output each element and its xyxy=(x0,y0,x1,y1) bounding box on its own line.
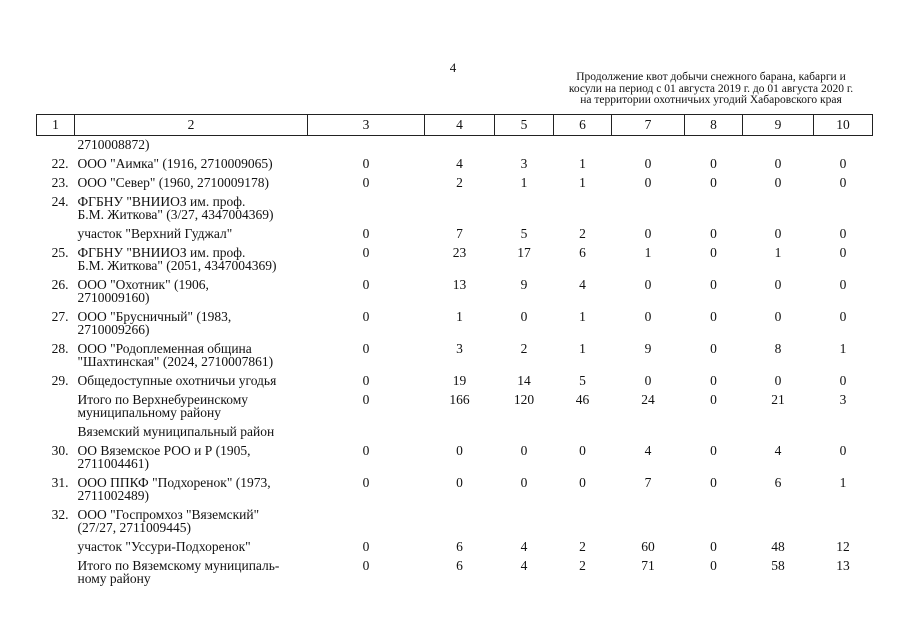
quota-value: 0 xyxy=(362,175,370,190)
quota-value xyxy=(612,506,685,538)
quota-value: 23 xyxy=(452,245,467,260)
row-number: 23. xyxy=(51,175,69,190)
row-name: ФГБНУ "ВНИИОЗ им. проф. Б.М. Житкова" (3/27, 4347004369) xyxy=(77,194,274,222)
quota-value: 46 xyxy=(575,392,590,407)
quota-value: 0 xyxy=(774,277,782,292)
quota-value: 2 xyxy=(456,175,463,190)
quota-value: 0 xyxy=(774,226,782,241)
quota-value: 0 xyxy=(774,156,782,171)
row-name: Итого по Верхнебуреинскому муниципальному району xyxy=(77,392,249,420)
quota-value xyxy=(554,423,612,442)
row-number: 24. xyxy=(51,194,69,209)
row-number: 30. xyxy=(51,443,69,458)
quota-table xyxy=(36,114,873,589)
quota-value: 24 xyxy=(641,392,655,407)
row-number xyxy=(37,538,75,557)
row-number: 25. xyxy=(51,245,69,260)
table-header-row xyxy=(37,115,873,136)
column-header: 8 xyxy=(685,115,743,136)
quota-value: 0 xyxy=(456,475,463,490)
table-row xyxy=(37,225,873,244)
quota-value xyxy=(425,193,495,225)
table-row xyxy=(37,308,873,340)
row-name: ООО "Север" (1960, 2710009178) xyxy=(77,175,269,190)
quota-value: 3 xyxy=(839,392,847,407)
quota-value: 1 xyxy=(839,475,847,490)
quota-value: 5 xyxy=(579,373,586,388)
row-number: 27. xyxy=(51,309,69,324)
quota-value: 0 xyxy=(644,277,652,292)
row-number: 29. xyxy=(51,373,69,388)
quota-value xyxy=(743,193,814,225)
table-row xyxy=(37,193,873,225)
quota-value: 0 xyxy=(710,475,717,490)
column-header: 6 xyxy=(554,115,612,136)
row-number xyxy=(37,391,75,423)
row-number: 26. xyxy=(51,277,69,292)
quota-value: 0 xyxy=(710,226,717,241)
row-number: 32. xyxy=(51,507,69,522)
quota-value: 6 xyxy=(456,539,463,554)
row-number xyxy=(37,136,75,156)
quota-value: 6 xyxy=(579,245,586,260)
row-name: Вяземский муниципальный район xyxy=(77,424,275,439)
table-body xyxy=(37,136,873,590)
quota-value: 0 xyxy=(644,309,652,324)
quota-value: 4 xyxy=(520,558,528,573)
quota-value xyxy=(425,423,495,442)
quota-value: 0 xyxy=(710,392,717,407)
quota-value: 0 xyxy=(644,373,652,388)
quota-value xyxy=(743,506,814,538)
quota-value xyxy=(495,506,554,538)
table-row xyxy=(37,174,873,193)
quota-value: 166 xyxy=(449,392,470,407)
table-row xyxy=(37,442,873,474)
quota-value: 7 xyxy=(456,226,463,241)
table-row xyxy=(37,340,873,372)
quota-value: 60 xyxy=(641,539,655,554)
row-name: Итого по Вяземскому муниципаль- ному району xyxy=(77,558,280,586)
column-header: 1 xyxy=(37,115,75,136)
table-row xyxy=(37,506,873,538)
quota-value: 1 xyxy=(579,156,586,171)
quota-value xyxy=(308,193,425,225)
quota-value xyxy=(554,193,612,225)
quota-value: 0 xyxy=(362,443,370,458)
quota-value: 7 xyxy=(644,475,652,490)
quota-value xyxy=(814,136,873,156)
quota-value xyxy=(685,193,743,225)
quota-value: 0 xyxy=(839,309,847,324)
quota-value: 13 xyxy=(836,558,850,573)
quota-value: 0 xyxy=(710,175,717,190)
quota-value: 0 xyxy=(456,443,463,458)
quota-value: 0 xyxy=(644,156,652,171)
quota-value xyxy=(495,423,554,442)
quota-value: 14 xyxy=(517,373,531,388)
caption-line: на территории охотничьих угодий Хабаровского края xyxy=(580,94,842,106)
quota-value: 0 xyxy=(710,558,717,573)
quota-value xyxy=(308,136,425,156)
quota-value xyxy=(425,506,495,538)
quota-value xyxy=(612,136,685,156)
quota-value xyxy=(685,136,743,156)
table-row xyxy=(37,423,873,442)
quota-value: 0 xyxy=(710,156,717,171)
quota-value: 5 xyxy=(520,226,528,241)
row-name: участок "Верхний Гуджал" xyxy=(77,226,233,241)
quota-value xyxy=(612,193,685,225)
quota-value xyxy=(685,506,743,538)
quota-value xyxy=(612,423,685,442)
quota-value xyxy=(685,423,743,442)
table-row xyxy=(37,391,873,423)
quota-value: 0 xyxy=(839,175,847,190)
quota-value: 1 xyxy=(579,341,586,356)
row-number xyxy=(37,557,75,589)
quota-value: 0 xyxy=(839,156,847,171)
quota-value: 0 xyxy=(710,245,717,260)
quota-value: 13 xyxy=(452,277,467,292)
quota-value xyxy=(814,423,873,442)
quota-value: 71 xyxy=(641,558,655,573)
quota-value: 0 xyxy=(839,277,847,292)
quota-value: 4 xyxy=(774,443,782,458)
quota-value: 4 xyxy=(579,277,586,292)
quota-value xyxy=(495,136,554,156)
table-row xyxy=(37,155,873,174)
quota-value: 2 xyxy=(579,539,586,554)
quota-value: 9 xyxy=(520,277,528,292)
quota-value: 0 xyxy=(579,475,586,490)
row-name: 2710008872) xyxy=(77,137,150,152)
quota-value: 3 xyxy=(456,341,463,356)
quota-value: 6 xyxy=(774,475,782,490)
quota-value: 4 xyxy=(644,443,652,458)
quota-value: 0 xyxy=(839,245,847,260)
quota-value: 21 xyxy=(771,392,785,407)
quota-value: 0 xyxy=(774,373,782,388)
quota-value: 120 xyxy=(513,392,535,407)
quota-value xyxy=(554,506,612,538)
quota-value: 17 xyxy=(517,245,531,260)
row-name: ОО Вяземское РОО и Р (1905, 2711004461) xyxy=(77,443,251,471)
quota-value: 0 xyxy=(710,443,717,458)
quota-value: 0 xyxy=(839,443,847,458)
quota-value xyxy=(814,506,873,538)
row-name: участок "Уссури-Подхоренок" xyxy=(77,539,251,554)
quota-value xyxy=(308,506,425,538)
quota-value: 0 xyxy=(774,175,782,190)
quota-value: 0 xyxy=(362,475,370,490)
quota-value: 0 xyxy=(520,309,528,324)
quota-value: 1 xyxy=(579,175,586,190)
quota-value: 0 xyxy=(362,392,370,407)
quota-value: 2 xyxy=(579,558,586,573)
quota-value: 4 xyxy=(520,539,528,554)
quota-value: 6 xyxy=(456,558,463,573)
quota-value: 0 xyxy=(579,443,586,458)
column-header: 5 xyxy=(495,115,554,136)
quota-value: 12 xyxy=(836,539,850,554)
row-name: Общедоступные охотничьи угодья xyxy=(77,373,277,388)
column-header: 3 xyxy=(308,115,425,136)
row-name: ООО ППКФ "Подхоренок" (1973, 2711002489) xyxy=(77,475,271,503)
row-name: ООО "Аимка" (1916, 2710009065) xyxy=(77,156,273,171)
quota-value: 0 xyxy=(362,226,370,241)
quota-value xyxy=(425,136,495,156)
quota-value: 0 xyxy=(839,373,847,388)
quota-value: 0 xyxy=(362,373,370,388)
quota-value: 9 xyxy=(644,341,652,356)
column-header: 9 xyxy=(743,115,814,136)
quota-value: 48 xyxy=(771,539,785,554)
quota-value: 3 xyxy=(520,156,528,171)
quota-value: 0 xyxy=(362,558,370,573)
quota-value xyxy=(743,136,814,156)
quota-value: 0 xyxy=(520,443,528,458)
row-name: ООО "Госпромхоз "Вяземский" (27/27, 2711009445) xyxy=(77,507,260,535)
quota-value: 0 xyxy=(362,156,370,171)
row-name: ООО "Охотник" (1906, 2710009160) xyxy=(77,277,209,305)
quota-value: 0 xyxy=(710,373,717,388)
quota-value: 0 xyxy=(644,226,652,241)
table-row xyxy=(37,474,873,506)
quota-value xyxy=(554,136,612,156)
table-caption xyxy=(540,72,882,107)
quota-value: 1 xyxy=(520,175,528,190)
quota-value: 1 xyxy=(644,245,652,260)
row-number: 28. xyxy=(51,341,69,356)
quota-value: 1 xyxy=(579,309,586,324)
quota-value: 4 xyxy=(456,156,463,171)
row-name: ООО "Брусничный" (1983, 2710009266) xyxy=(77,309,232,337)
quota-value: 19 xyxy=(452,373,467,388)
quota-value: 0 xyxy=(710,277,717,292)
caption-line: косули на период с 01 августа 2019 г. до 01 августа 2020 г. xyxy=(568,82,854,95)
quota-value: 1 xyxy=(774,245,782,260)
quota-value: 0 xyxy=(774,309,782,324)
quota-value: 0 xyxy=(644,175,652,190)
quota-value: 0 xyxy=(710,309,717,324)
quota-value: 0 xyxy=(362,539,370,554)
quota-value xyxy=(814,193,873,225)
quota-value: 0 xyxy=(362,277,370,292)
table-row xyxy=(37,538,873,557)
row-number xyxy=(37,423,75,442)
row-name: ФГБНУ "ВНИИОЗ им. проф. Б.М. Житкова" (2051, 4347004369) xyxy=(77,245,277,273)
quota-value: 0 xyxy=(520,475,528,490)
page-number: 4 xyxy=(449,60,457,75)
caption-line: Продолжение квот добычи снежного барана, кабарги и xyxy=(576,71,846,83)
quota-value: 2 xyxy=(579,226,586,241)
quota-value xyxy=(495,193,554,225)
row-number xyxy=(37,225,75,244)
quota-value: 8 xyxy=(774,341,782,356)
column-header: 4 xyxy=(425,115,495,136)
quota-value: 1 xyxy=(839,341,847,356)
quota-value: 0 xyxy=(710,539,717,554)
row-name: ООО "Родоплеменная община "Шахтинская" (2024, 2710007861) xyxy=(77,341,274,369)
column-header: 7 xyxy=(612,115,685,136)
quota-value: 2 xyxy=(520,341,528,356)
table-row xyxy=(37,276,873,308)
quota-value: 0 xyxy=(362,309,370,324)
quota-value: 0 xyxy=(710,341,717,356)
table-row xyxy=(37,136,873,156)
row-number: 22. xyxy=(51,156,69,171)
quota-value xyxy=(308,423,425,442)
column-header: 10 xyxy=(814,115,873,136)
row-number: 31. xyxy=(51,475,69,490)
quota-value: 58 xyxy=(771,558,785,573)
quota-value: 1 xyxy=(456,309,463,324)
quota-value xyxy=(743,423,814,442)
quota-value: 0 xyxy=(362,245,370,260)
quota-value: 0 xyxy=(362,341,370,356)
table-row xyxy=(37,372,873,391)
quota-value: 0 xyxy=(839,226,847,241)
table-row xyxy=(37,557,873,589)
table-row xyxy=(37,244,873,276)
column-header: 2 xyxy=(75,115,308,136)
